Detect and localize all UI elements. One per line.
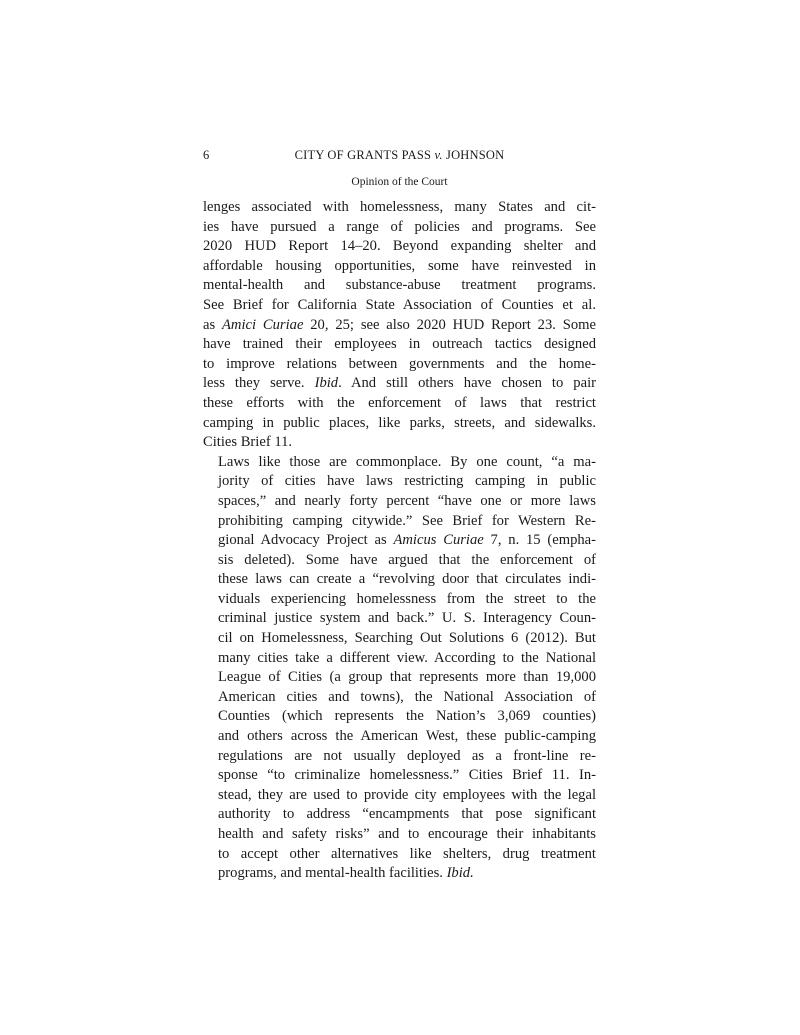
text-line: viduals experiencing homelessness from the street to the: [218, 590, 596, 607]
case-title: CITY OF GRANTS PASS v. JOHNSON: [294, 148, 505, 162]
text-line: these efforts with the enforcement of laws that restrict: [203, 394, 596, 411]
text-line: Laws like those are commonplace. By one count, “a ma-: [218, 453, 596, 470]
opinion-page: [203, 148, 596, 884]
text-line: to improve relations between governments and the home-: [203, 355, 596, 372]
text-line: affordable housing opportunities, some have reinvested in: [203, 257, 596, 274]
text-line: jority of cities have laws restricting camping in public: [218, 473, 596, 490]
text-line: Cities Brief 11.: [203, 434, 293, 451]
opinion-subhead: Opinion of the Court: [351, 176, 448, 188]
opinion-body: [203, 198, 596, 884]
text-line: spaces,” and nearly forty percent “have one or more laws: [218, 492, 596, 509]
text-line: 2020 HUD Report 14–20. Beyond expanding shelter and: [203, 238, 596, 255]
text-line: prohibiting camping citywide.” See Brief for Western Re-: [218, 512, 596, 529]
text-line: regulations are not usually deployed as a front-line re-: [218, 747, 596, 764]
text-line: mental-health and substance-abuse treatment programs.: [203, 277, 596, 294]
text-line: many cities take a different view. According to the National: [218, 649, 596, 666]
running-head: [203, 148, 596, 168]
page-number: 6: [203, 148, 210, 162]
text-line: sponse “to criminalize homelessness.” Cities Brief 11. In-: [218, 767, 596, 784]
paragraph-1: [203, 198, 596, 453]
text-line: stead, they are used to provide city employees with the legal: [218, 786, 596, 803]
text-line: League of Cities (a group that represents more than 19,000: [218, 669, 596, 686]
text-line: gional Advocacy Project as Amicus Curiae 7, n. 15 (empha-: [218, 532, 597, 549]
text-line: have trained their employees in outreach tactics designed: [203, 336, 596, 353]
citation-italic: Amicus Curiae: [393, 532, 484, 549]
text-line: cil on Homelessness, Searching Out Solutions 6 (2012). But: [218, 630, 596, 647]
text-line: these laws can create a “revolving door that circulates indi-: [218, 571, 596, 588]
text-line: ies have pursued a range of policies and programs. See: [203, 218, 596, 235]
text-line: criminal justice system and back.” U. S. Interagency Coun-: [218, 610, 596, 627]
text-line: See Brief for California State Association of Counties et al.: [203, 296, 596, 313]
text-line: authority to address “encampments that pose significant: [218, 806, 596, 823]
citation-italic: Ibid: [314, 375, 339, 392]
text-line: as Amici Curiae 20, 25; see also 2020 HUD Report 23. Some: [203, 316, 596, 333]
text-line: to accept other alternatives like shelters, drug treatment: [218, 845, 596, 862]
text-line: less they serve. Ibid. And still others have chosen to pair: [203, 375, 596, 392]
text-line: camping in public places, like parks, streets, and sidewalks.: [203, 414, 596, 431]
text-line: health and safety risks” and to encourage their inhabitants: [218, 826, 596, 842]
text-line: and others across the American West, these public-camping: [218, 728, 596, 745]
text-line: programs, and mental-health facilities. Ibid.: [218, 865, 474, 882]
paragraph-2: [203, 453, 596, 884]
text-line: sis deleted). Some have argued that the enforcement of: [218, 551, 596, 568]
text-line: lenges associated with homelessness, many States and cit-: [203, 199, 596, 215]
text-line: American cities and towns), the National Association of: [218, 688, 596, 705]
citation-italic: Ibid.: [446, 865, 474, 882]
citation-italic: Amici Curiae: [222, 316, 304, 333]
text-line: Counties (which represents the Nation’s 3,069 counties): [218, 708, 596, 725]
